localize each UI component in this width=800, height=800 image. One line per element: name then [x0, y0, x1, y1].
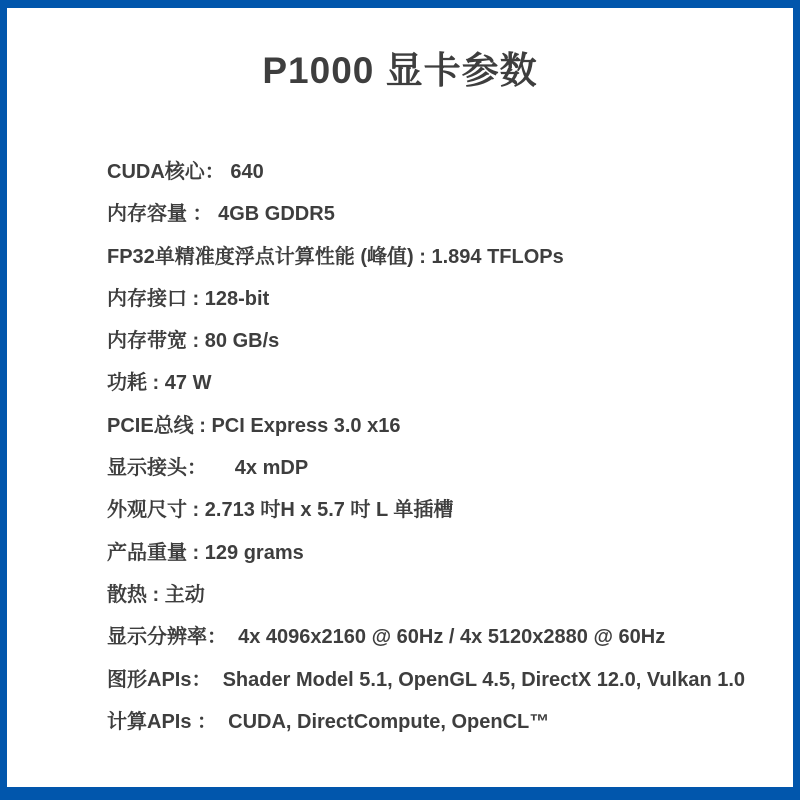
- spec-row: [107, 447, 763, 489]
- spec-row: [107, 320, 763, 362]
- spec-value: 4GB GDDR5: [218, 203, 335, 226]
- spec-row: [107, 659, 763, 701]
- spec-row: [107, 532, 763, 574]
- spec-separator: :: [187, 330, 205, 353]
- spec-label: 产品重量: [107, 541, 187, 564]
- spec-row: [107, 489, 763, 531]
- spec-value: 80 GB/s: [204, 330, 280, 353]
- spec-row: [107, 574, 763, 616]
- spec-separator: :: [413, 245, 432, 268]
- spec-separator: :: [187, 541, 205, 564]
- spec-value: 129 grams: [204, 541, 304, 564]
- spec-row: [107, 236, 763, 278]
- spec-label: 散热: [107, 583, 147, 606]
- spec-value: Shader Model 5.1, OpenGL 4.5, DirectX 12.0, Vulkan 1.0: [222, 668, 746, 691]
- spec-separator: :: [147, 372, 165, 395]
- spec-value: 4x 4096x2160 @ 60Hz / 4x 5120x2880 @ 60Hz: [238, 626, 666, 649]
- spec-label: 计算APIs: [107, 710, 192, 733]
- spec-label: 图形APIs: [107, 668, 192, 691]
- spec-value: PCI Express 3.0 x16: [211, 414, 401, 437]
- spec-separator: :: [147, 583, 165, 606]
- spec-label: 功耗: [107, 372, 147, 395]
- spec-separator: :: [187, 287, 205, 310]
- spec-row: [107, 151, 763, 193]
- spec-label: PCIE总线: [107, 414, 194, 437]
- spec-row: [107, 616, 763, 658]
- spec-separator: :: [193, 414, 212, 437]
- spec-separator: ：: [187, 457, 235, 480]
- spec-separator: :: [187, 499, 205, 522]
- page-title: P1000 显卡参数: [262, 50, 538, 91]
- spec-value: 1.894 TFLOPs: [431, 245, 564, 268]
- spec-label: 显示分辨率: [107, 626, 207, 649]
- spec-row: [107, 405, 763, 447]
- spec-value: 640: [230, 161, 264, 183]
- spec-separator: ：: [204, 161, 231, 183]
- spec-value: 4x mDP: [234, 457, 309, 480]
- spec-label: CUDA核心: [107, 161, 205, 183]
- spec-value: 128-bit: [204, 287, 270, 310]
- spec-list: [107, 151, 763, 743]
- spec-value: 47 W: [164, 372, 212, 395]
- spec-value: 主动: [164, 583, 205, 606]
- spec-row: [107, 278, 763, 320]
- spec-label: 内存容量: [107, 203, 187, 226]
- spec-label: 内存接口: [107, 287, 187, 310]
- spec-row: [107, 701, 763, 743]
- spec-value: 2.713 吋H x 5.7 吋 L 单插槽: [204, 499, 454, 522]
- spec-value: CUDA, DirectCompute, OpenCL™: [228, 710, 550, 733]
- spec-row: [107, 362, 763, 404]
- spec-separator: ：: [191, 710, 229, 733]
- spec-separator: ：: [191, 668, 223, 691]
- spec-label: 外观尺寸: [107, 499, 187, 522]
- spec-row: [107, 193, 763, 235]
- spec-separator: ：: [187, 203, 219, 226]
- spec-label: 内存带宽: [107, 330, 187, 353]
- spec-separator: ：: [207, 626, 239, 649]
- spec-label: 显示接头: [107, 457, 187, 480]
- spec-label: FP32单精准度浮点计算性能 (峰值): [107, 245, 414, 268]
